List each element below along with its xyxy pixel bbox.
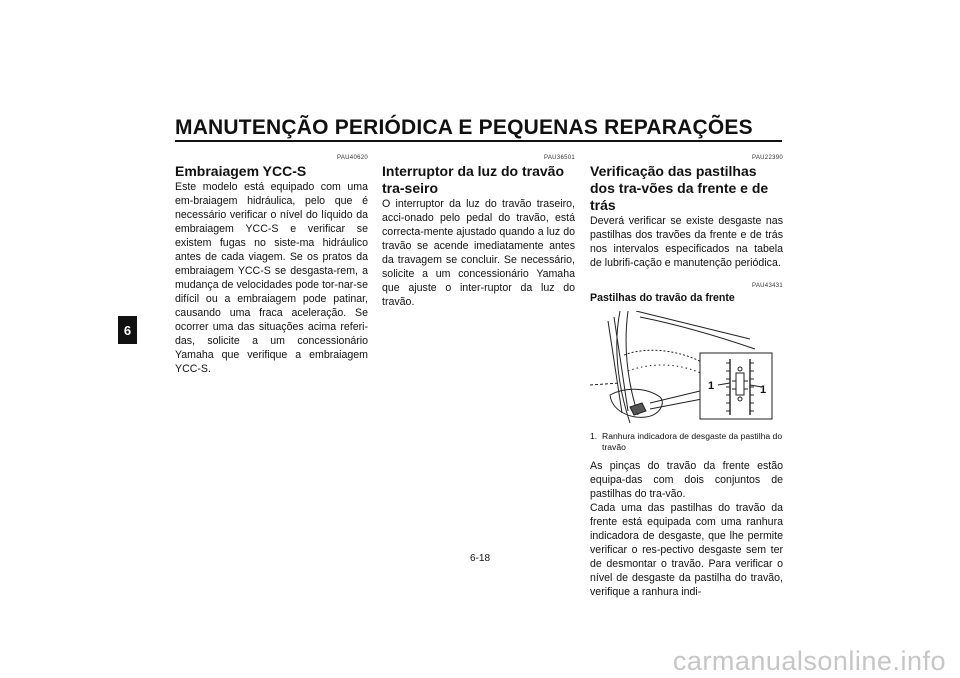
column-brake-light-switch xyxy=(382,155,575,309)
callout-left: 1 xyxy=(708,380,715,392)
section-body: Este modelo está equipado com uma em-braiagem hidráulica, pelo que é necessário verificar o nível do líquido da embraiagem YCC-S e verificar se existem fugas no siste-ma hidráulico antes de cada viagem. Se os pratos da embraiagem YCC-S se desgasta-rem, a mudança de velocidades pode tor-nar-se difícil ou a embraiagem pode patinar, causando uma fraca aceleração. Se ocorrer uma das situações acima referi-das, solicite a um concessionário Yamaha que verifique a embraiagem YCC-S. xyxy=(175,181,368,375)
caption-number: 1. xyxy=(590,431,598,441)
caption-text: Ranhura indicadora de desgaste da pastilha do travão xyxy=(602,431,783,452)
watermark: carmanualsonline.info xyxy=(672,646,946,676)
callout-right: 1 xyxy=(760,384,767,396)
page-number: 6-18 xyxy=(469,553,490,564)
paragraph: Cada uma das pastilhas do travão da frente está equipada com uma ranhura indicadora de desgaste, que lhe permite verificar o res-pectivo desgaste sem ter de desmontar o travão. Para verificar o nível de desgaste da pastilha do travão, verifique a ranhura indi- xyxy=(590,502,783,598)
section-heading: Embraiagem YCC-S xyxy=(175,163,307,179)
subsection-code: PAU43431 xyxy=(752,283,783,289)
section-code: PAU40620 xyxy=(337,155,368,161)
section-code: PAU36501 xyxy=(544,155,575,161)
column-clutch xyxy=(175,155,368,376)
title-rule xyxy=(175,140,782,142)
section-body: Deverá verificar se existe desgaste nas pastilhas dos travões da frente e de trás nos intervalos especificados na tabela de lubrifi-cação e manutenção periódica. xyxy=(590,215,783,269)
section-heading: Verificação das pastilhas dos tra-vões da frente e de trás xyxy=(590,163,769,213)
brake-pad-illustration xyxy=(590,311,775,427)
section-body: O interruptor da luz do travão traseiro, acci-onado pelo pedal do travão, está correcta-mente ajustado quando a luz do travão se acende imediatamente antes da travagem se concluir. Se necessário, solicite a um concessionário Yamaha que ajuste o inter-ruptor da luz do travão. xyxy=(382,198,575,308)
section-code: PAU22390 xyxy=(752,155,783,161)
figure-caption xyxy=(590,431,783,452)
chapter-tab: 6 xyxy=(118,316,137,344)
column-brake-pads xyxy=(590,155,783,599)
section-heading: Interruptor da luz do travão tra-seiro xyxy=(382,163,565,196)
subsection-heading: Pastilhas do travão da frente xyxy=(590,292,735,304)
page-title: MANUTENÇÃO PERIÓDICA E PEQUENAS REPARAÇÕES xyxy=(175,116,753,139)
paragraph: As pinças do travão da frente estão equipa-das com dois conjuntos de pastilhas do tra-vão. xyxy=(590,460,783,500)
